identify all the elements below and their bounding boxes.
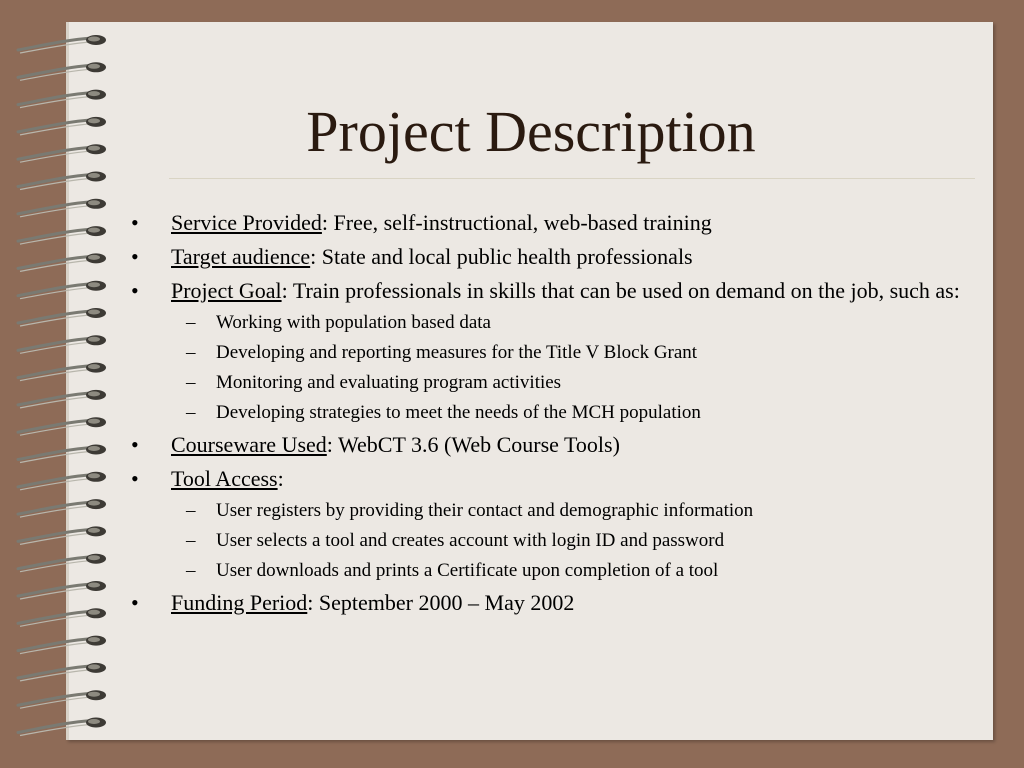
coil-ring-icon xyxy=(18,253,106,271)
bullet-list xyxy=(131,210,971,616)
bullet-separator: : xyxy=(326,432,339,457)
bullet-term: Funding Period xyxy=(171,590,308,615)
sub-bullet-text: Developing and reporting measures for the Title V Block Grant xyxy=(216,342,698,363)
slide-title: Project Description xyxy=(306,99,756,164)
dash-icon: – xyxy=(186,312,196,333)
dash-icon: – xyxy=(186,342,196,363)
bullet-term: Courseware Used xyxy=(171,432,327,457)
bullet-item xyxy=(131,432,971,458)
slide-page xyxy=(66,22,993,740)
bullet-item xyxy=(131,244,971,270)
dash-icon: – xyxy=(186,500,196,521)
sub-bullet-item xyxy=(131,500,971,522)
dash-icon: – xyxy=(186,372,196,393)
bullet-icon: • xyxy=(131,432,139,457)
bullet-term: Target audience xyxy=(171,244,311,269)
bullet-icon: • xyxy=(131,590,139,615)
bullet-text: WebCT 3.6 (Web Course Tools) xyxy=(338,432,620,457)
coil-ring-icon xyxy=(18,445,106,463)
sub-bullet-text: Monitoring and evaluating program activities xyxy=(216,372,562,393)
coil-ring-icon xyxy=(18,117,106,135)
bullet-item xyxy=(131,466,971,492)
bullet-separator: : xyxy=(307,590,319,615)
bullet-separator: : xyxy=(277,466,284,491)
dash-icon: – xyxy=(186,560,196,581)
bullet-term: Project Goal xyxy=(171,278,282,303)
title-divider xyxy=(169,178,975,179)
coil-ring-icon xyxy=(18,526,106,544)
sub-bullet-text: User downloads and prints a Certificate upon completion of a tool xyxy=(216,560,719,581)
bullet-text: Free, self-instructional, web-based training xyxy=(333,210,712,235)
coil-ring-icon xyxy=(18,172,106,190)
sub-bullet-item xyxy=(131,372,971,394)
coil-ring-icon xyxy=(18,417,106,435)
coil-ring-icon xyxy=(18,363,106,381)
coil-ring-icon xyxy=(18,199,106,217)
coil-ring-icon xyxy=(18,554,106,572)
spiral-binding-icon xyxy=(0,0,140,768)
dash-icon: – xyxy=(186,402,196,423)
bullet-item xyxy=(131,210,971,236)
bullet-icon: • xyxy=(131,210,139,235)
coil-ring-icon xyxy=(18,390,106,408)
bullet-separator: : xyxy=(310,244,322,269)
sub-bullet-item xyxy=(131,560,971,582)
sub-bullet-item xyxy=(131,312,971,334)
coil-ring-icon xyxy=(18,608,106,626)
coil-ring-icon xyxy=(18,308,106,326)
coil-ring-icon xyxy=(18,35,106,53)
sub-bullet-text: Working with population based data xyxy=(216,312,491,333)
bullet-icon: • xyxy=(131,466,139,491)
coil-ring-icon xyxy=(18,226,106,244)
bullet-separator: : xyxy=(321,210,334,235)
coil-ring-icon xyxy=(18,718,106,736)
bullet-term: Tool Access xyxy=(171,466,278,491)
dash-icon: – xyxy=(186,530,196,551)
coil-ring-icon xyxy=(18,335,106,353)
bullet-text: State and local public health professionals xyxy=(321,244,693,269)
coil-ring-icon xyxy=(18,581,106,599)
bullet-item xyxy=(131,278,971,304)
coil-ring-icon xyxy=(18,144,106,162)
coil-ring-icon xyxy=(18,499,106,517)
bullet-icon: • xyxy=(131,244,139,269)
sub-bullet-item xyxy=(131,402,971,424)
bullet-term: Service Provided xyxy=(171,210,322,235)
bullet-item xyxy=(131,590,971,616)
coil-ring-icon xyxy=(18,663,106,681)
coil-ring-icon xyxy=(18,636,106,654)
sub-bullet-item xyxy=(131,342,971,364)
slide-content xyxy=(131,202,971,616)
bullet-text: Train professionals in skills that can be used on demand on the job, such as: xyxy=(292,278,960,303)
coil-ring-icon xyxy=(18,62,106,80)
coil-ring-icon xyxy=(18,281,106,299)
bullet-text: September 2000 – May 2002 xyxy=(318,590,575,615)
bullet-icon: • xyxy=(131,278,139,303)
sub-bullet-item xyxy=(131,530,971,552)
sub-bullet-text: User registers by providing their contact and demographic information xyxy=(216,500,754,521)
coil-ring-icon xyxy=(18,472,106,490)
sub-bullet-text: Developing strategies to meet the needs of the MCH population xyxy=(216,402,701,423)
bullet-separator: : xyxy=(281,278,293,303)
coil-ring-icon xyxy=(18,690,106,708)
sub-bullet-text: User selects a tool and creates account with login ID and password xyxy=(216,530,725,551)
coil-ring-icon xyxy=(18,90,106,108)
